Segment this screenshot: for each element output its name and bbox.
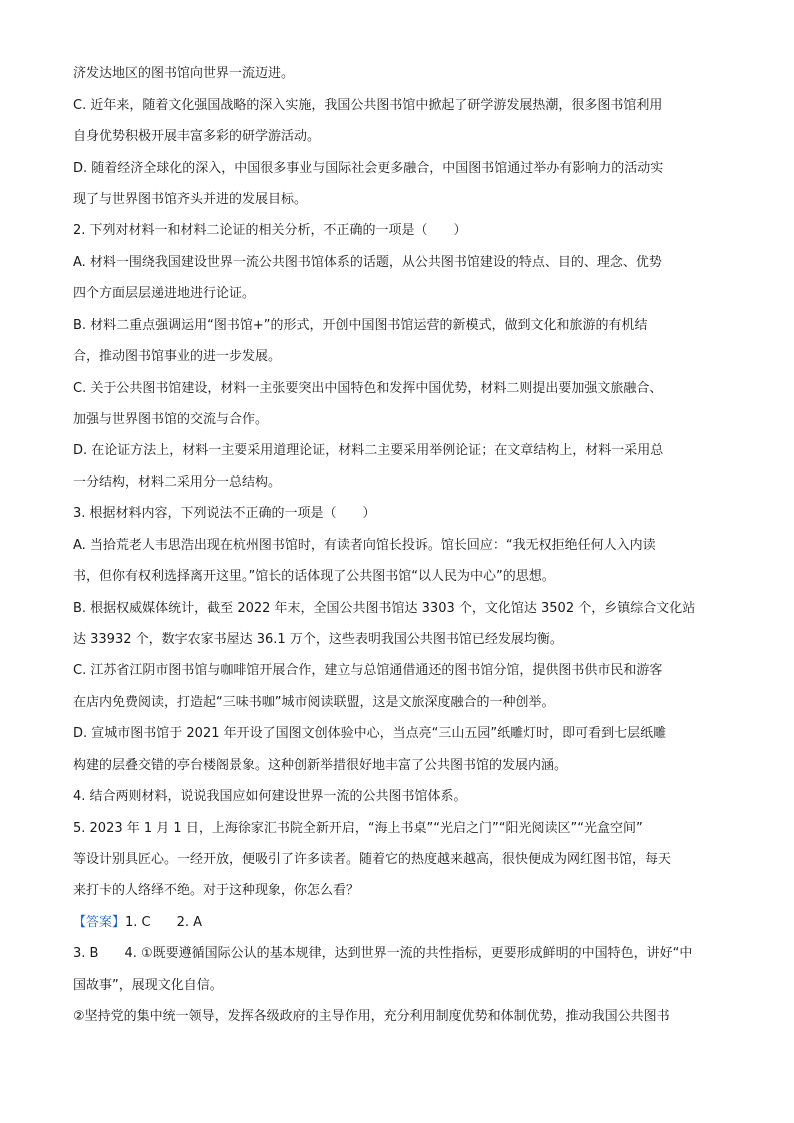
text-line: 济发达地区的图书馆向世界一流迈进。 [73,66,295,81]
text-line: 在店内免费阅读，打造起“三味书咖”城市阅读联盟，这是文旅深度融合的一种创举。 [73,695,555,710]
answer-4-point-2: ②坚持党的集中统一领导，发挥各级政府的主导作用，充分利用制度优势和体制优势，推动我国公共图书 [73,1009,670,1024]
answer-1: 1. C [125,915,151,930]
option-c-line: C. 近年来，随着文化强国战略的深入实施，我国公共图书馆中掀起了研学游发展热潮，很多图书馆利用 [73,98,663,113]
text-line: 加强与世界图书馆的交流与合作。 [73,412,269,427]
question-2: 2. 下列对材料一和材料二论证的相关分析，不正确的一项是（ ） [73,223,467,238]
answer-2: 2. A [176,915,203,930]
option-b-line: B. 根据权威媒体统计，截至 2022 年末，全国公共图书馆达 3303 个，文化馆达 3502 个，乡镇综合文化站 [73,601,696,616]
text-line: 书，但你有权利选择离开这里。”馆长的话体现了公共图书馆“以人民为中心”的思想。 [73,569,555,584]
text-line: 构建的层叠交错的亭台楼阁景象。这种创新举措很好地丰富了公共图书馆的发展内涵。 [73,758,568,773]
option-d-line: D. 在论证方法上，材料一主要采用道理论证，材料二主要采用举例论证；在文章结构上，材料一采用总 [73,443,664,458]
answer-tag: 【答案】 [73,915,126,930]
text-line: 现了与世界图书馆齐头并进的发展目标。 [73,192,308,207]
answer-line [73,945,733,963]
answer-3: 3. B [73,946,99,961]
option-d-line: D. 随着经济全球化的深入，中国很多事业与国际社会更多融合，中国图书馆通过举办有影响力的活动实 [73,161,664,176]
option-a-line: A. 当拾荒老人韦思浩出现在杭州图书馆时，有读者向馆长投诉。馆长回应：“我无权拒绝任何人入内读 [73,538,656,553]
question-5: 5. 2023 年 1 月 1 日，上海徐家汇书院全新开启，“海上书桌”“光启之门”“阳光阅读区”“光盒空间” [73,821,643,836]
text-line: 来打卡的人络绎不绝。对于这种现象，你怎么看？ [73,883,360,898]
text-line: 等设计别具匠心。一经开放，便吸引了许多读者。随着它的热度越来越高，很快便成为网红图书馆，每天 [73,852,672,867]
text-line: 一分结构，材料二采用分一总结构。 [73,475,282,490]
question-4: 4. 结合两则材料，说说我国应如何建设世界一流的公共图书馆体系。 [73,789,467,804]
text-line: 达 33932 个，数字农家书屋达 36.1 万个，这些表明我国公共图书馆已经发展均衡。 [73,632,563,647]
option-a-line: A. 材料一围绕我国建设世界一流公共图书馆体系的话题，从公共图书馆建设的特点、目的、理念、优势 [73,255,662,270]
text-line: 四个方面层层递进地进行论证。 [73,286,256,301]
question-3: 3. 根据材料内容，下列说法不正确的一项是（ ） [73,506,376,521]
option-b-line: B. 材料二重点强调运用“图书馆+”的形式，开创中国图书馆运营的新模式，做到文化和旅游的有机结 [73,318,648,333]
option-c-line: C. 江苏省江阴市图书馆与咖啡馆开展合作，建立与总馆通借通还的图书馆分馆，提供图书供市民和游客 [73,663,663,678]
answer-line [73,914,733,932]
option-d-line: D. 宣城市图书馆于 2021 年开设了国图文创体验中心，当点亮“三山五园”纸雕灯时，即可看到七层纸雕 [73,726,667,741]
text-line: 自身优势积极开展丰富多彩的研学游活动。 [73,129,321,144]
answer-4: 4. ①既要遵循国际公认的基本规律，达到世界一流的共性指标，更要形成鲜明的中国特色，讲好“中 [124,946,693,961]
text-line: 合，推动图书馆事业的进一步发展。 [73,349,282,364]
option-c-line: C. 关于公共图书馆建设，材料一主张要突出中国特色和发挥中国优势，材料二则提出要加强文旅融合、 [73,381,663,396]
answer-4-continued: 国故事”，展现文化自信。 [73,978,223,993]
